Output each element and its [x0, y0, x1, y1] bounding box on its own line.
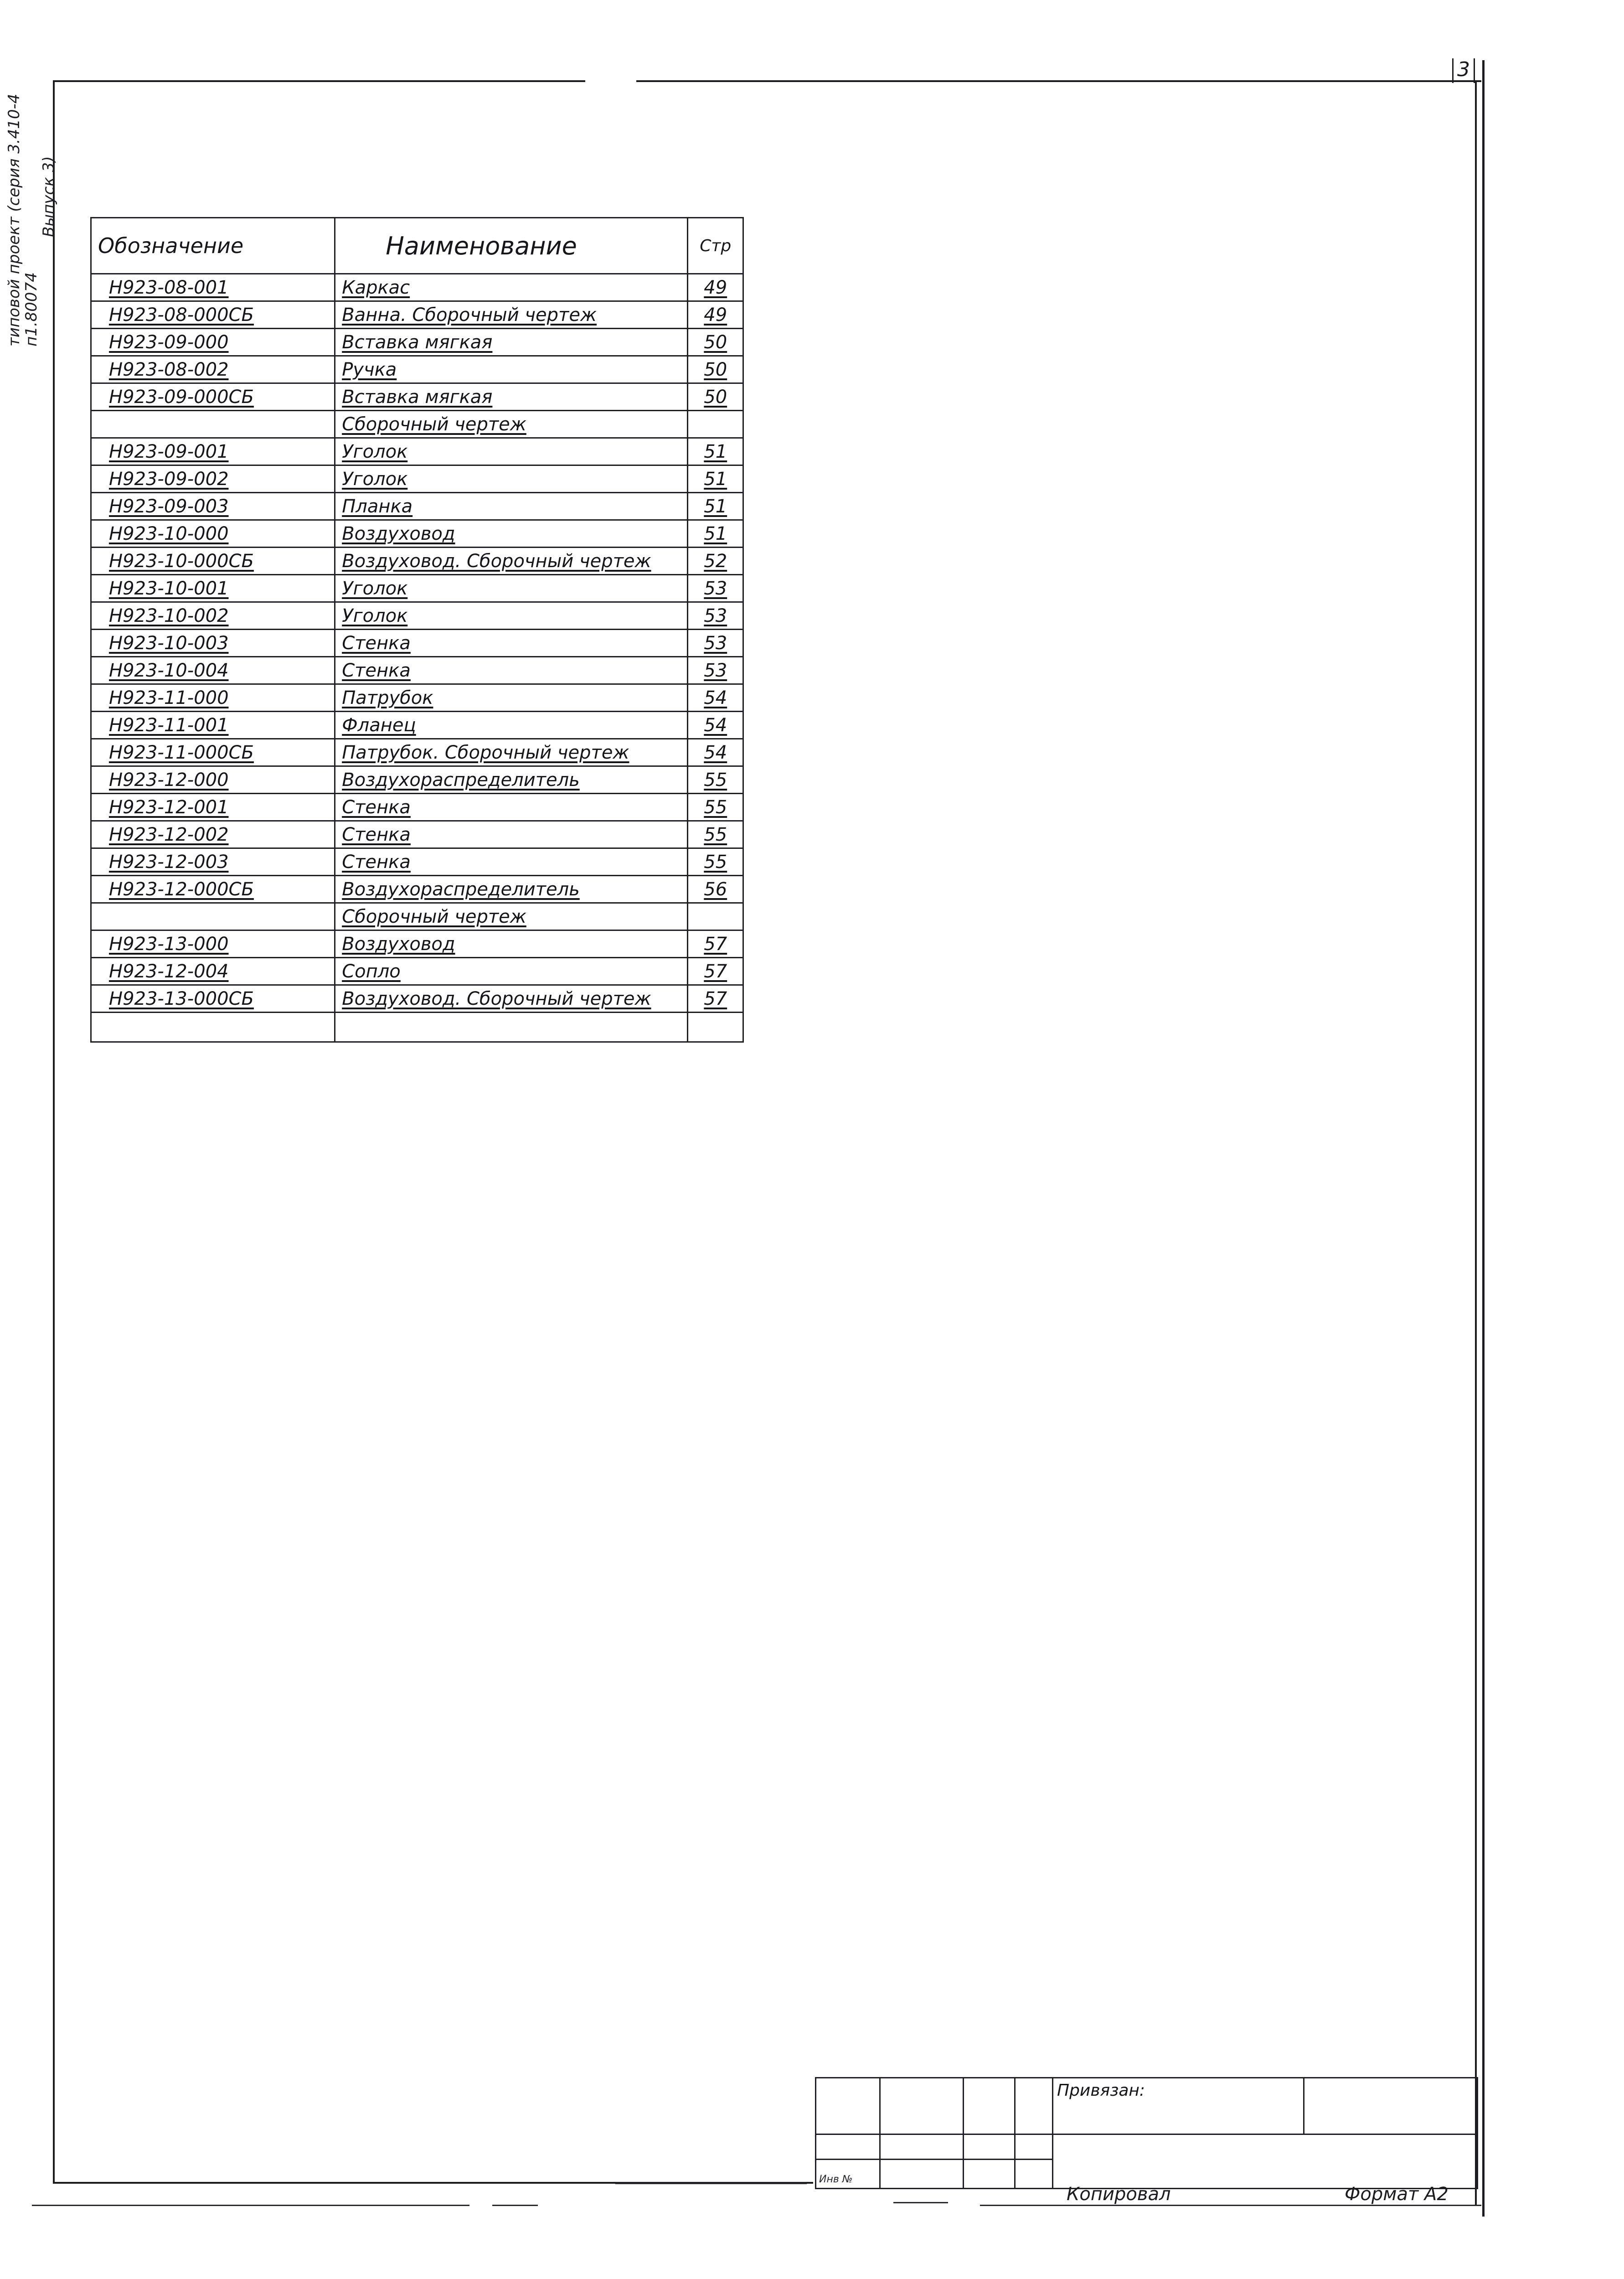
- kopiroval-label: Копировал: [1067, 2184, 1171, 2205]
- table-row: [91, 958, 743, 985]
- table-row: [91, 356, 743, 383]
- cell-code: Н923-13-000СБ: [91, 985, 335, 1013]
- cell-name: Каркас: [335, 274, 688, 301]
- stamp-cell: [880, 2160, 964, 2189]
- cell-code: Н923-10-004: [91, 657, 335, 684]
- cell-page: 57: [688, 958, 743, 985]
- table-row: [91, 383, 743, 411]
- cell-empty: [91, 1013, 335, 1042]
- cell-name: Воздухораспределитель: [335, 766, 688, 794]
- cell-code: Н923-09-003: [91, 493, 335, 520]
- cell-name: Патрубок: [335, 684, 688, 712]
- bottom-trim-line-5: [980, 2205, 1481, 2206]
- cell-page: 51: [688, 520, 743, 548]
- table-row: [91, 766, 743, 794]
- stamp-wide-cell: [1053, 2134, 1478, 2189]
- cell-name: Планка: [335, 493, 688, 520]
- table-row: [91, 465, 743, 493]
- table-row: [91, 329, 743, 356]
- cell-code: Н923-09-001: [91, 438, 335, 465]
- cell-page: 51: [688, 438, 743, 465]
- stamp-cell: [964, 2078, 1015, 2134]
- margin-series-line-2: Выпуск 3): [40, 156, 58, 237]
- cell-code: Н923-10-002: [91, 602, 335, 630]
- stamp-cell: [1015, 2160, 1053, 2189]
- stamp-cell: [964, 2134, 1015, 2160]
- cell-empty: [688, 1013, 743, 1042]
- cell-code: Н923-08-002: [91, 356, 335, 383]
- cell-page: 54: [688, 712, 743, 739]
- frame-right-inner: [1475, 80, 1477, 2205]
- table-row: [91, 712, 743, 739]
- stamp-cell: [1015, 2134, 1053, 2160]
- cell-code: Н923-09-000СБ: [91, 383, 335, 411]
- table-row: [91, 602, 743, 630]
- stamp-cell: [880, 2078, 964, 2134]
- table-row: [91, 684, 743, 712]
- bottom-trim-line-3: [615, 2183, 807, 2184]
- cell-code: Н923-11-001: [91, 712, 335, 739]
- frame-right-outer: [1482, 60, 1485, 2217]
- specification-rows: [91, 274, 743, 1042]
- cell-page: 55: [688, 848, 743, 876]
- table-row: [91, 657, 743, 684]
- table-row-empty: [91, 1013, 743, 1042]
- stamp-cell: [1304, 2078, 1478, 2134]
- cell-page: 52: [688, 548, 743, 575]
- cell-code: Н923-11-000: [91, 684, 335, 712]
- cell-page: 50: [688, 329, 743, 356]
- cell-code: Н923-10-003: [91, 630, 335, 657]
- header-name: Наименование: [335, 218, 688, 274]
- margin-series-line-1: типовой проект (серия 3.410-4 п1.80074: [5, 93, 41, 346]
- cell-page: 51: [688, 465, 743, 493]
- table-row: [91, 876, 743, 903]
- cell-name: Воздухораспределитель: [335, 876, 688, 903]
- table-row: [91, 520, 743, 548]
- cell-code: [91, 411, 335, 438]
- cell-page: 53: [688, 657, 743, 684]
- cell-name: Сборочный чертеж: [335, 411, 688, 438]
- header-page: Стр: [688, 218, 743, 274]
- stamp-cell: [880, 2134, 964, 2160]
- cell-code: [91, 903, 335, 930]
- stamp-privyazan-label: Привязан:: [1057, 2081, 1145, 2100]
- cell-name: Ванна. Сборочный чертеж: [335, 301, 688, 329]
- bottom-trim-line-2: [492, 2205, 538, 2206]
- cell-name: Уголок: [335, 465, 688, 493]
- cell-code: Н923-10-000: [91, 520, 335, 548]
- bottom-trim-line: [32, 2205, 469, 2206]
- table-row: [91, 493, 743, 520]
- cell-name: Стенка: [335, 794, 688, 821]
- stamp-cell: [964, 2160, 1015, 2189]
- cell-page: 57: [688, 985, 743, 1013]
- cell-name: Воздуховод: [335, 930, 688, 958]
- table-row: [91, 411, 743, 438]
- cell-code: Н923-10-001: [91, 575, 335, 602]
- table-row: [91, 903, 743, 930]
- stamp-privyazan-cell: [1053, 2078, 1304, 2134]
- bottom-trim-line-4: [893, 2202, 948, 2203]
- cell-page: 49: [688, 274, 743, 301]
- stamp-inv-mark: Инв №: [819, 2174, 853, 2186]
- cell-empty: [335, 1013, 688, 1042]
- cell-name: Уголок: [335, 438, 688, 465]
- cell-code: Н923-08-000СБ: [91, 301, 335, 329]
- cell-name: Воздуховод. Сборочный чертеж: [335, 985, 688, 1013]
- cell-code: Н923-10-000СБ: [91, 548, 335, 575]
- cell-name: Сборочный чертеж: [335, 903, 688, 930]
- cell-page: 56: [688, 876, 743, 903]
- specification-table: [90, 217, 744, 1043]
- cell-name: Стенка: [335, 657, 688, 684]
- frame-top-right: [636, 80, 1481, 82]
- cell-page: 50: [688, 356, 743, 383]
- cell-name: Сопло: [335, 958, 688, 985]
- cell-page: 55: [688, 821, 743, 848]
- cell-page: [688, 411, 743, 438]
- cell-name: Стенка: [335, 630, 688, 657]
- cell-name: Стенка: [335, 821, 688, 848]
- cell-page: 50: [688, 383, 743, 411]
- cell-name: Вставка мягкая: [335, 329, 688, 356]
- table-row: [91, 985, 743, 1013]
- stamp-inv-cell: [816, 2160, 880, 2189]
- table-row: [91, 274, 743, 301]
- table-row: [91, 630, 743, 657]
- table-row: [91, 930, 743, 958]
- cell-page: 53: [688, 602, 743, 630]
- table-row: [91, 848, 743, 876]
- cell-page: 51: [688, 493, 743, 520]
- cell-code: Н923-13-000: [91, 930, 335, 958]
- table-row: [91, 438, 743, 465]
- cell-page: [688, 903, 743, 930]
- cell-name: Воздуховод. Сборочный чертеж: [335, 548, 688, 575]
- cell-page: 55: [688, 794, 743, 821]
- cell-code: Н923-09-002: [91, 465, 335, 493]
- table-row: [91, 548, 743, 575]
- cell-page: 54: [688, 684, 743, 712]
- cell-name: Вставка мягкая: [335, 383, 688, 411]
- table-row: [91, 301, 743, 329]
- frame-top-left: [53, 80, 585, 82]
- cell-code: Н923-12-003: [91, 848, 335, 876]
- format-label: Формат А2: [1345, 2184, 1449, 2205]
- table-row: [91, 821, 743, 848]
- cell-name: Воздуховод: [335, 520, 688, 548]
- cell-code: Н923-12-001: [91, 794, 335, 821]
- cell-code: Н923-08-001: [91, 274, 335, 301]
- cell-name: Ручка: [335, 356, 688, 383]
- cell-name: Патрубок. Сборочный чертеж: [335, 739, 688, 766]
- cell-code: Н923-12-002: [91, 821, 335, 848]
- cell-code: Н923-11-000СБ: [91, 739, 335, 766]
- cell-page: 49: [688, 301, 743, 329]
- sheet-number: 3: [1452, 58, 1475, 83]
- title-block-stamp: [815, 2077, 1478, 2189]
- cell-page: 54: [688, 739, 743, 766]
- cell-page: 57: [688, 930, 743, 958]
- cell-name: Фланец: [335, 712, 688, 739]
- margin-series-note: [5, 64, 57, 346]
- table-row: [91, 575, 743, 602]
- header-code: Обозначение: [91, 218, 335, 274]
- table-row: [91, 739, 743, 766]
- stamp-cell: [816, 2134, 880, 2160]
- cell-code: Н923-12-000: [91, 766, 335, 794]
- cell-page: 55: [688, 766, 743, 794]
- frame-left: [53, 80, 55, 2184]
- cell-page: 53: [688, 575, 743, 602]
- table-row: [91, 794, 743, 821]
- cell-code: Н923-09-000: [91, 329, 335, 356]
- stamp-cell: [816, 2078, 880, 2134]
- cell-name: Уголок: [335, 602, 688, 630]
- stamp-cell: [1015, 2078, 1053, 2134]
- cell-name: Стенка: [335, 848, 688, 876]
- cell-page: 53: [688, 630, 743, 657]
- cell-code: Н923-12-000СБ: [91, 876, 335, 903]
- table-header-row: [91, 218, 743, 274]
- cell-code: Н923-12-004: [91, 958, 335, 985]
- cell-name: Уголок: [335, 575, 688, 602]
